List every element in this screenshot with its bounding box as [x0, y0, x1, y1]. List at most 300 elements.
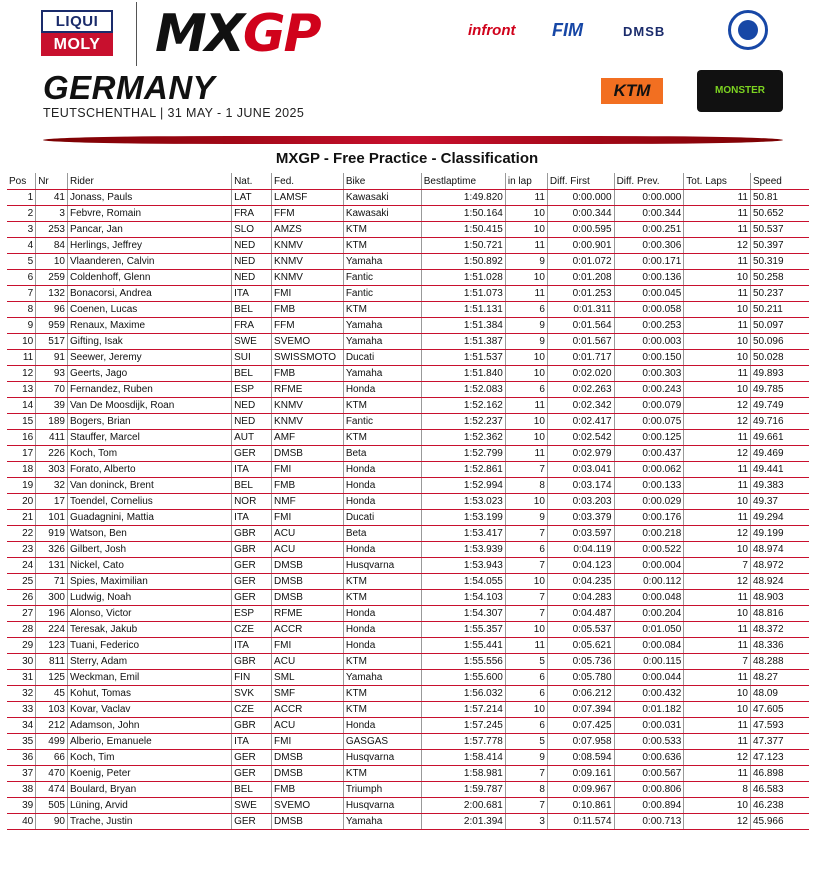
- cell-speed: 48.974: [750, 542, 809, 558]
- col-header-bestlaptime: Bestlaptime: [421, 173, 505, 190]
- cell-bike: KTM: [343, 766, 421, 782]
- cell-nr: 919: [36, 526, 68, 542]
- cell-bestlaptime: 1:57.778: [421, 734, 505, 750]
- cell-diff-prev: 0:00.894: [614, 798, 684, 814]
- cell-diff-first: 0:04.487: [547, 606, 614, 622]
- cell-speed: 48.27: [750, 670, 809, 686]
- cell-pos: 9: [7, 318, 36, 334]
- cell-bestlaptime: 1:51.131: [421, 302, 505, 318]
- cell-diff-first: 0:03.174: [547, 478, 614, 494]
- cell-diff-prev: 0:00.171: [614, 254, 684, 270]
- cell-in-lap: 10: [505, 494, 547, 510]
- cell-rider: Guadagnini, Mattia: [67, 510, 231, 526]
- cell-nr: 259: [36, 270, 68, 286]
- cell-nat: SUI: [232, 350, 272, 366]
- cell-diff-first: 0:00.344: [547, 206, 614, 222]
- table-row: [7, 638, 809, 654]
- classification-title: MXGP - Free Practice - Classification: [275, 150, 539, 167]
- cell-in-lap: 10: [505, 702, 547, 718]
- cell-speed: 49.749: [750, 398, 809, 414]
- table-row: [7, 702, 809, 718]
- cell-fed: FFM: [272, 318, 344, 334]
- table-row: [7, 190, 809, 206]
- cell-nat: GBR: [232, 542, 272, 558]
- cell-pos: 36: [7, 750, 36, 766]
- cell-speed: 48.372: [750, 622, 809, 638]
- cell-nat: BEL: [232, 478, 272, 494]
- cell-pos: 33: [7, 702, 36, 718]
- cell-speed: 48.924: [750, 574, 809, 590]
- cell-nr: 32: [36, 478, 68, 494]
- table-row: [7, 302, 809, 318]
- cell-in-lap: 11: [505, 286, 547, 302]
- cell-bike: Honda: [343, 382, 421, 398]
- cell-pos: 11: [7, 350, 36, 366]
- infront-logo: infront: [468, 22, 516, 39]
- cell-nat: NED: [232, 270, 272, 286]
- cell-fed: KNMV: [272, 398, 344, 414]
- col-header-bike: Bike: [343, 173, 421, 190]
- cell-pos: 24: [7, 558, 36, 574]
- event-country: GERMANY: [43, 69, 216, 106]
- cell-nat: GER: [232, 446, 272, 462]
- cell-nat: GER: [232, 766, 272, 782]
- table-row: [7, 206, 809, 222]
- cell-diff-first: 0:04.283: [547, 590, 614, 606]
- cell-tot-laps: 10: [684, 686, 751, 702]
- table-row: [7, 526, 809, 542]
- cell-diff-first: 0:02.020: [547, 366, 614, 382]
- cell-bike: Honda: [343, 622, 421, 638]
- cell-tot-laps: 11: [684, 622, 751, 638]
- table-row: [7, 350, 809, 366]
- cell-in-lap: 5: [505, 734, 547, 750]
- cell-tot-laps: 11: [684, 190, 751, 206]
- cell-fed: AMZS: [272, 222, 344, 238]
- cell-speed: 50.397: [750, 238, 809, 254]
- cell-tot-laps: 11: [684, 638, 751, 654]
- cell-diff-prev: 0:00.004: [614, 558, 684, 574]
- cell-rider: Kovar, Vaclav: [67, 702, 231, 718]
- cell-diff-prev: 0:00.218: [614, 526, 684, 542]
- cell-nat: ITA: [232, 638, 272, 654]
- cell-fed: KNMV: [272, 254, 344, 270]
- cell-bestlaptime: 1:51.384: [421, 318, 505, 334]
- cell-speed: 50.652: [750, 206, 809, 222]
- cell-bike: Husqvarna: [343, 750, 421, 766]
- col-header-nr: Nr: [36, 173, 68, 190]
- cell-fed: RFME: [272, 606, 344, 622]
- cell-bike: Yamaha: [343, 814, 421, 830]
- cell-in-lap: 9: [505, 318, 547, 334]
- cell-rider: Kohut, Tomas: [67, 686, 231, 702]
- cell-in-lap: 10: [505, 270, 547, 286]
- cell-bike: KTM: [343, 238, 421, 254]
- table-row: [7, 686, 809, 702]
- cell-nat: ITA: [232, 510, 272, 526]
- cell-in-lap: 10: [505, 366, 547, 382]
- table-row: [7, 590, 809, 606]
- cell-in-lap: 6: [505, 670, 547, 686]
- cell-diff-first: 0:01.717: [547, 350, 614, 366]
- cell-pos: 19: [7, 478, 36, 494]
- cell-diff-prev: 0:00.806: [614, 782, 684, 798]
- cell-diff-prev: 0:00.044: [614, 670, 684, 686]
- cell-diff-prev: 0:00.048: [614, 590, 684, 606]
- cell-pos: 12: [7, 366, 36, 382]
- cell-speed: 50.258: [750, 270, 809, 286]
- cell-speed: 47.377: [750, 734, 809, 750]
- cell-fed: KNMV: [272, 414, 344, 430]
- col-header-speed: Speed: [750, 173, 809, 190]
- cell-diff-first: 0:02.979: [547, 446, 614, 462]
- cell-bestlaptime: 1:55.357: [421, 622, 505, 638]
- cell-fed: ACCR: [272, 702, 344, 718]
- cell-bike: Yamaha: [343, 366, 421, 382]
- cell-diff-prev: 0:00.150: [614, 350, 684, 366]
- cell-fed: ACCR: [272, 622, 344, 638]
- table-row: [7, 494, 809, 510]
- cell-rider: Adamson, John: [67, 718, 231, 734]
- cell-bike: KTM: [343, 686, 421, 702]
- cell-diff-first: 0:01.253: [547, 286, 614, 302]
- cell-nat: FRA: [232, 206, 272, 222]
- cell-diff-prev: 0:00.306: [614, 238, 684, 254]
- cell-rider: Coenen, Lucas: [67, 302, 231, 318]
- cell-nat: GER: [232, 750, 272, 766]
- cell-diff-first: 0:07.425: [547, 718, 614, 734]
- cell-nat: GBR: [232, 718, 272, 734]
- col-header-nat: Nat.: [232, 173, 272, 190]
- cell-diff-prev: 0:00.253: [614, 318, 684, 334]
- cell-nat: GER: [232, 814, 272, 830]
- cell-in-lap: 6: [505, 686, 547, 702]
- cell-diff-first: 0:05.621: [547, 638, 614, 654]
- club-seal-icon: [728, 10, 768, 50]
- cell-speed: 49.716: [750, 414, 809, 430]
- cell-nr: 811: [36, 654, 68, 670]
- cell-rider: Boulard, Bryan: [67, 782, 231, 798]
- red-swoosh-divider: [43, 136, 783, 144]
- cell-nat: NED: [232, 254, 272, 270]
- cell-bike: Yamaha: [343, 670, 421, 686]
- cell-bike: Honda: [343, 494, 421, 510]
- cell-bike: Honda: [343, 478, 421, 494]
- cell-nr: 70: [36, 382, 68, 398]
- cell-speed: 49.37: [750, 494, 809, 510]
- col-header-fed: Fed.: [272, 173, 344, 190]
- cell-tot-laps: 11: [684, 366, 751, 382]
- cell-fed: FMB: [272, 782, 344, 798]
- cell-in-lap: 5: [505, 654, 547, 670]
- cell-diff-prev: 0:00.000: [614, 190, 684, 206]
- col-header-diff-first: Diff. First: [547, 173, 614, 190]
- cell-in-lap: 11: [505, 190, 547, 206]
- cell-diff-prev: 0:00.136: [614, 270, 684, 286]
- table-row: [7, 318, 809, 334]
- header-divider: [136, 2, 137, 66]
- cell-diff-first: 0:01.208: [547, 270, 614, 286]
- table-row: [7, 334, 809, 350]
- cell-diff-first: 0:09.967: [547, 782, 614, 798]
- cell-nr: 196: [36, 606, 68, 622]
- cell-rider: Tuani, Federico: [67, 638, 231, 654]
- cell-bestlaptime: 1:55.600: [421, 670, 505, 686]
- cell-bestlaptime: 1:55.556: [421, 654, 505, 670]
- table-row: [7, 542, 809, 558]
- cell-in-lap: 9: [505, 254, 547, 270]
- cell-bike: KTM: [343, 222, 421, 238]
- cell-in-lap: 6: [505, 542, 547, 558]
- cell-nr: 66: [36, 750, 68, 766]
- cell-bike: Honda: [343, 638, 421, 654]
- cell-tot-laps: 11: [684, 462, 751, 478]
- cell-fed: SML: [272, 670, 344, 686]
- cell-speed: 48.816: [750, 606, 809, 622]
- cell-bike: KTM: [343, 430, 421, 446]
- event-header: [0, 0, 814, 150]
- cell-nr: 45: [36, 686, 68, 702]
- cell-pos: 16: [7, 430, 36, 446]
- cell-pos: 22: [7, 526, 36, 542]
- cell-bestlaptime: 1:50.415: [421, 222, 505, 238]
- cell-bestlaptime: 1:58.414: [421, 750, 505, 766]
- cell-in-lap: 6: [505, 302, 547, 318]
- cell-in-lap: 11: [505, 446, 547, 462]
- cell-bestlaptime: 1:54.307: [421, 606, 505, 622]
- table-header-row: [7, 173, 809, 190]
- cell-fed: AMF: [272, 430, 344, 446]
- cell-in-lap: 3: [505, 814, 547, 830]
- cell-bike: KTM: [343, 590, 421, 606]
- cell-speed: 50.028: [750, 350, 809, 366]
- cell-tot-laps: 11: [684, 510, 751, 526]
- cell-nr: 131: [36, 558, 68, 574]
- ktm-logo: KTM: [601, 78, 663, 104]
- cell-fed: KNMV: [272, 238, 344, 254]
- monster-energy-logo: MONSTER: [697, 70, 783, 112]
- cell-tot-laps: 11: [684, 206, 751, 222]
- cell-pos: 4: [7, 238, 36, 254]
- cell-nat: ITA: [232, 462, 272, 478]
- cell-rider: Pancar, Jan: [67, 222, 231, 238]
- cell-bestlaptime: 1:52.162: [421, 398, 505, 414]
- cell-diff-prev: 0:00.058: [614, 302, 684, 318]
- cell-fed: ACU: [272, 718, 344, 734]
- cell-tot-laps: 10: [684, 382, 751, 398]
- table-row: [7, 814, 809, 830]
- cell-in-lap: 9: [505, 750, 547, 766]
- cell-nr: 499: [36, 734, 68, 750]
- cell-nat: NOR: [232, 494, 272, 510]
- cell-diff-first: 0:02.542: [547, 430, 614, 446]
- cell-bestlaptime: 1:52.083: [421, 382, 505, 398]
- cell-bike: KTM: [343, 302, 421, 318]
- cell-rider: Febvre, Romain: [67, 206, 231, 222]
- cell-nat: BEL: [232, 302, 272, 318]
- cell-bestlaptime: 1:51.028: [421, 270, 505, 286]
- cell-pos: 30: [7, 654, 36, 670]
- cell-tot-laps: 11: [684, 670, 751, 686]
- table-row: [7, 286, 809, 302]
- cell-tot-laps: 11: [684, 734, 751, 750]
- classification-table: [7, 173, 809, 830]
- cell-pos: 34: [7, 718, 36, 734]
- cell-rider: Van doninck, Brent: [67, 478, 231, 494]
- cell-diff-prev: 0:00.084: [614, 638, 684, 654]
- cell-diff-prev: 0:00.533: [614, 734, 684, 750]
- col-header-diff-prev: Diff. Prev.: [614, 173, 684, 190]
- cell-diff-first: 0:08.594: [547, 750, 614, 766]
- cell-bike: KTM: [343, 398, 421, 414]
- mxgp-logo: [155, 4, 320, 64]
- event-venue-dates: TEUTSCHENTHAL | 31 MAY - 1 JUNE 2025: [43, 106, 305, 120]
- table-row: [7, 414, 809, 430]
- cell-diff-first: 0:01.311: [547, 302, 614, 318]
- cell-bestlaptime: 1:56.032: [421, 686, 505, 702]
- cell-diff-prev: 0:00.251: [614, 222, 684, 238]
- cell-nr: 226: [36, 446, 68, 462]
- cell-tot-laps: 12: [684, 398, 751, 414]
- cell-fed: DMSB: [272, 766, 344, 782]
- cell-pos: 31: [7, 670, 36, 686]
- cell-tot-laps: 11: [684, 590, 751, 606]
- table-row: [7, 366, 809, 382]
- cell-in-lap: 10: [505, 430, 547, 446]
- cell-tot-laps: 12: [684, 446, 751, 462]
- cell-diff-prev: 0:00.437: [614, 446, 684, 462]
- cell-diff-first: 0:04.123: [547, 558, 614, 574]
- cell-tot-laps: 11: [684, 430, 751, 446]
- cell-in-lap: 7: [505, 558, 547, 574]
- cell-pos: 20: [7, 494, 36, 510]
- cell-bestlaptime: 1:50.721: [421, 238, 505, 254]
- cell-diff-prev: 0:00.713: [614, 814, 684, 830]
- cell-tot-laps: 10: [684, 334, 751, 350]
- cell-pos: 28: [7, 622, 36, 638]
- cell-pos: 14: [7, 398, 36, 414]
- cell-pos: 32: [7, 686, 36, 702]
- cell-pos: 25: [7, 574, 36, 590]
- cell-in-lap: 6: [505, 382, 547, 398]
- cell-bike: Honda: [343, 542, 421, 558]
- cell-diff-first: 0:05.736: [547, 654, 614, 670]
- cell-nat: SWE: [232, 334, 272, 350]
- cell-nat: AUT: [232, 430, 272, 446]
- cell-nat: CZE: [232, 702, 272, 718]
- cell-bestlaptime: 1:51.073: [421, 286, 505, 302]
- table-row: [7, 510, 809, 526]
- col-header-tot-laps: Tot. Laps: [684, 173, 751, 190]
- cell-diff-prev: 0:00.344: [614, 206, 684, 222]
- cell-fed: FMB: [272, 366, 344, 382]
- cell-bike: Beta: [343, 446, 421, 462]
- cell-fed: SVEMO: [272, 798, 344, 814]
- mxgp-logo-mx: MX: [155, 4, 243, 64]
- cell-in-lap: 6: [505, 718, 547, 734]
- cell-diff-first: 0:05.780: [547, 670, 614, 686]
- cell-rider: Koch, Tom: [67, 446, 231, 462]
- cell-bestlaptime: 1:55.441: [421, 638, 505, 654]
- cell-bike: Fantic: [343, 414, 421, 430]
- cell-fed: ACU: [272, 654, 344, 670]
- cell-bestlaptime: 2:00.681: [421, 798, 505, 814]
- cell-bestlaptime: 2:01.394: [421, 814, 505, 830]
- mxgp-logo-gp: GP: [242, 4, 320, 64]
- cell-rider: Lüning, Arvid: [67, 798, 231, 814]
- table-row: [7, 670, 809, 686]
- cell-fed: KNMV: [272, 270, 344, 286]
- table-row: [7, 270, 809, 286]
- cell-in-lap: 11: [505, 398, 547, 414]
- table-row: [7, 238, 809, 254]
- cell-nr: 3: [36, 206, 68, 222]
- cell-diff-first: 0:02.342: [547, 398, 614, 414]
- cell-speed: 49.441: [750, 462, 809, 478]
- cell-in-lap: 7: [505, 526, 547, 542]
- cell-nat: FRA: [232, 318, 272, 334]
- cell-rider: Spies, Maximilian: [67, 574, 231, 590]
- cell-pos: 2: [7, 206, 36, 222]
- cell-nr: 253: [36, 222, 68, 238]
- cell-fed: DMSB: [272, 590, 344, 606]
- cell-bestlaptime: 1:51.537: [421, 350, 505, 366]
- cell-rider: Gilbert, Josh: [67, 542, 231, 558]
- cell-bestlaptime: 1:52.799: [421, 446, 505, 462]
- cell-bestlaptime: 1:52.861: [421, 462, 505, 478]
- cell-diff-prev: 0:00.112: [614, 574, 684, 590]
- cell-rider: Trache, Justin: [67, 814, 231, 830]
- liqui-moly-logo-top: LIQUI: [41, 10, 113, 33]
- cell-diff-first: 0:09.161: [547, 766, 614, 782]
- cell-diff-first: 0:03.379: [547, 510, 614, 526]
- cell-tot-laps: 10: [684, 270, 751, 286]
- cell-nr: 224: [36, 622, 68, 638]
- cell-diff-first: 0:03.203: [547, 494, 614, 510]
- cell-bike: Husqvarna: [343, 798, 421, 814]
- cell-pos: 1: [7, 190, 36, 206]
- cell-in-lap: 7: [505, 798, 547, 814]
- cell-nat: ESP: [232, 606, 272, 622]
- cell-in-lap: 7: [505, 766, 547, 782]
- cell-nr: 189: [36, 414, 68, 430]
- cell-pos: 37: [7, 766, 36, 782]
- cell-rider: Vlaanderen, Calvin: [67, 254, 231, 270]
- cell-nat: FIN: [232, 670, 272, 686]
- col-header-rider: Rider: [67, 173, 231, 190]
- cell-rider: Ludwig, Noah: [67, 590, 231, 606]
- cell-pos: 35: [7, 734, 36, 750]
- cell-bike: GASGAS: [343, 734, 421, 750]
- cell-diff-first: 0:02.263: [547, 382, 614, 398]
- table-row: [7, 446, 809, 462]
- cell-in-lap: 8: [505, 782, 547, 798]
- cell-bike: Beta: [343, 526, 421, 542]
- cell-speed: 49.383: [750, 478, 809, 494]
- cell-bestlaptime: 1:53.417: [421, 526, 505, 542]
- cell-diff-first: 0:10.861: [547, 798, 614, 814]
- cell-diff-prev: 0:00.062: [614, 462, 684, 478]
- cell-fed: DMSB: [272, 750, 344, 766]
- table-row: [7, 478, 809, 494]
- cell-diff-first: 0:03.041: [547, 462, 614, 478]
- cell-rider: Koch, Tim: [67, 750, 231, 766]
- cell-fed: ACU: [272, 542, 344, 558]
- cell-nr: 411: [36, 430, 68, 446]
- cell-rider: Van De Moosdijk, Roan: [67, 398, 231, 414]
- cell-speed: 48.903: [750, 590, 809, 606]
- cell-rider: Fernandez, Ruben: [67, 382, 231, 398]
